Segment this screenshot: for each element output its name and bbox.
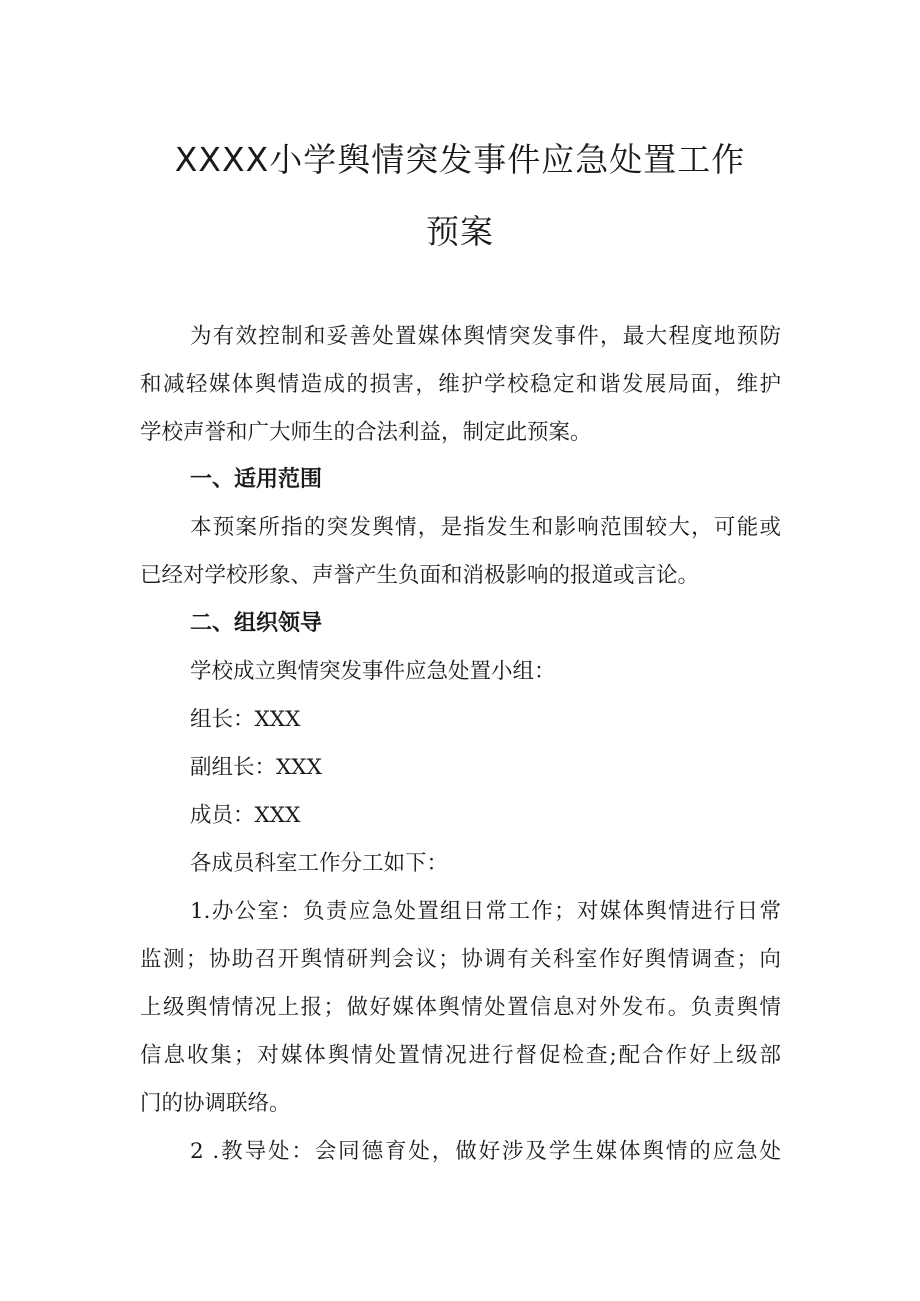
section-heading-scope: 一、适用范围 [190, 467, 323, 492]
item1-paragraph-line: 信息收集；对媒体舆情处置情况进行督促检查;配合作好上级部 [140, 1043, 781, 1068]
scope-paragraph-line: 已经对学校形象、声誉产生负面和消极影响的报道或言论。 [140, 563, 700, 588]
item1-paragraph-line: 门的协调联络。 [140, 1091, 291, 1116]
item1-paragraph-line: 上级舆情情况上报；做好媒体舆情处置信息对外发布。负责舆情 [140, 995, 781, 1020]
group-leader-text: 组长：XXX [190, 707, 301, 732]
section-heading-organization: 二、组织领导 [190, 611, 323, 636]
scope-paragraph-line: 本预案所指的突发舆情，是指发生和影响范围较大，可能或 [190, 515, 781, 540]
intro-paragraph-line: 和减轻媒体舆情造成的损害，维护学校稳定和谐发展局面，维护 [140, 372, 781, 397]
division-intro-text: 各成员科室工作分工如下： [190, 851, 449, 876]
item1-paragraph-line: 1.办公室：负责应急处置组日常工作；对媒体舆情进行日常 [190, 899, 781, 924]
item1-paragraph-line: 监测；协助召开舆情研判会议；协调有关科室作好舆情调查；向 [140, 947, 781, 972]
document-title-line-2: 预案 [426, 212, 494, 251]
document-title-line-1: XXXX小学舆情突发事件应急处置工作 [174, 140, 746, 179]
intro-paragraph-line: 为有效控制和妥善处置媒体舆情突发事件，最大程度地预防 [190, 324, 781, 349]
group-deputy-text: 副组长：XXX [190, 755, 322, 780]
group-members-text: 成员：XXX [190, 803, 301, 828]
item2-paragraph-line: 2 .教导处：会同德育处，做好涉及学生媒体舆情的应急处 [190, 1139, 781, 1164]
intro-paragraph-line: 学校声誉和广大师生的合法利益，制定此预案。 [140, 420, 592, 445]
group-intro-text: 学校成立舆情突发事件应急处置小组： [190, 659, 556, 684]
